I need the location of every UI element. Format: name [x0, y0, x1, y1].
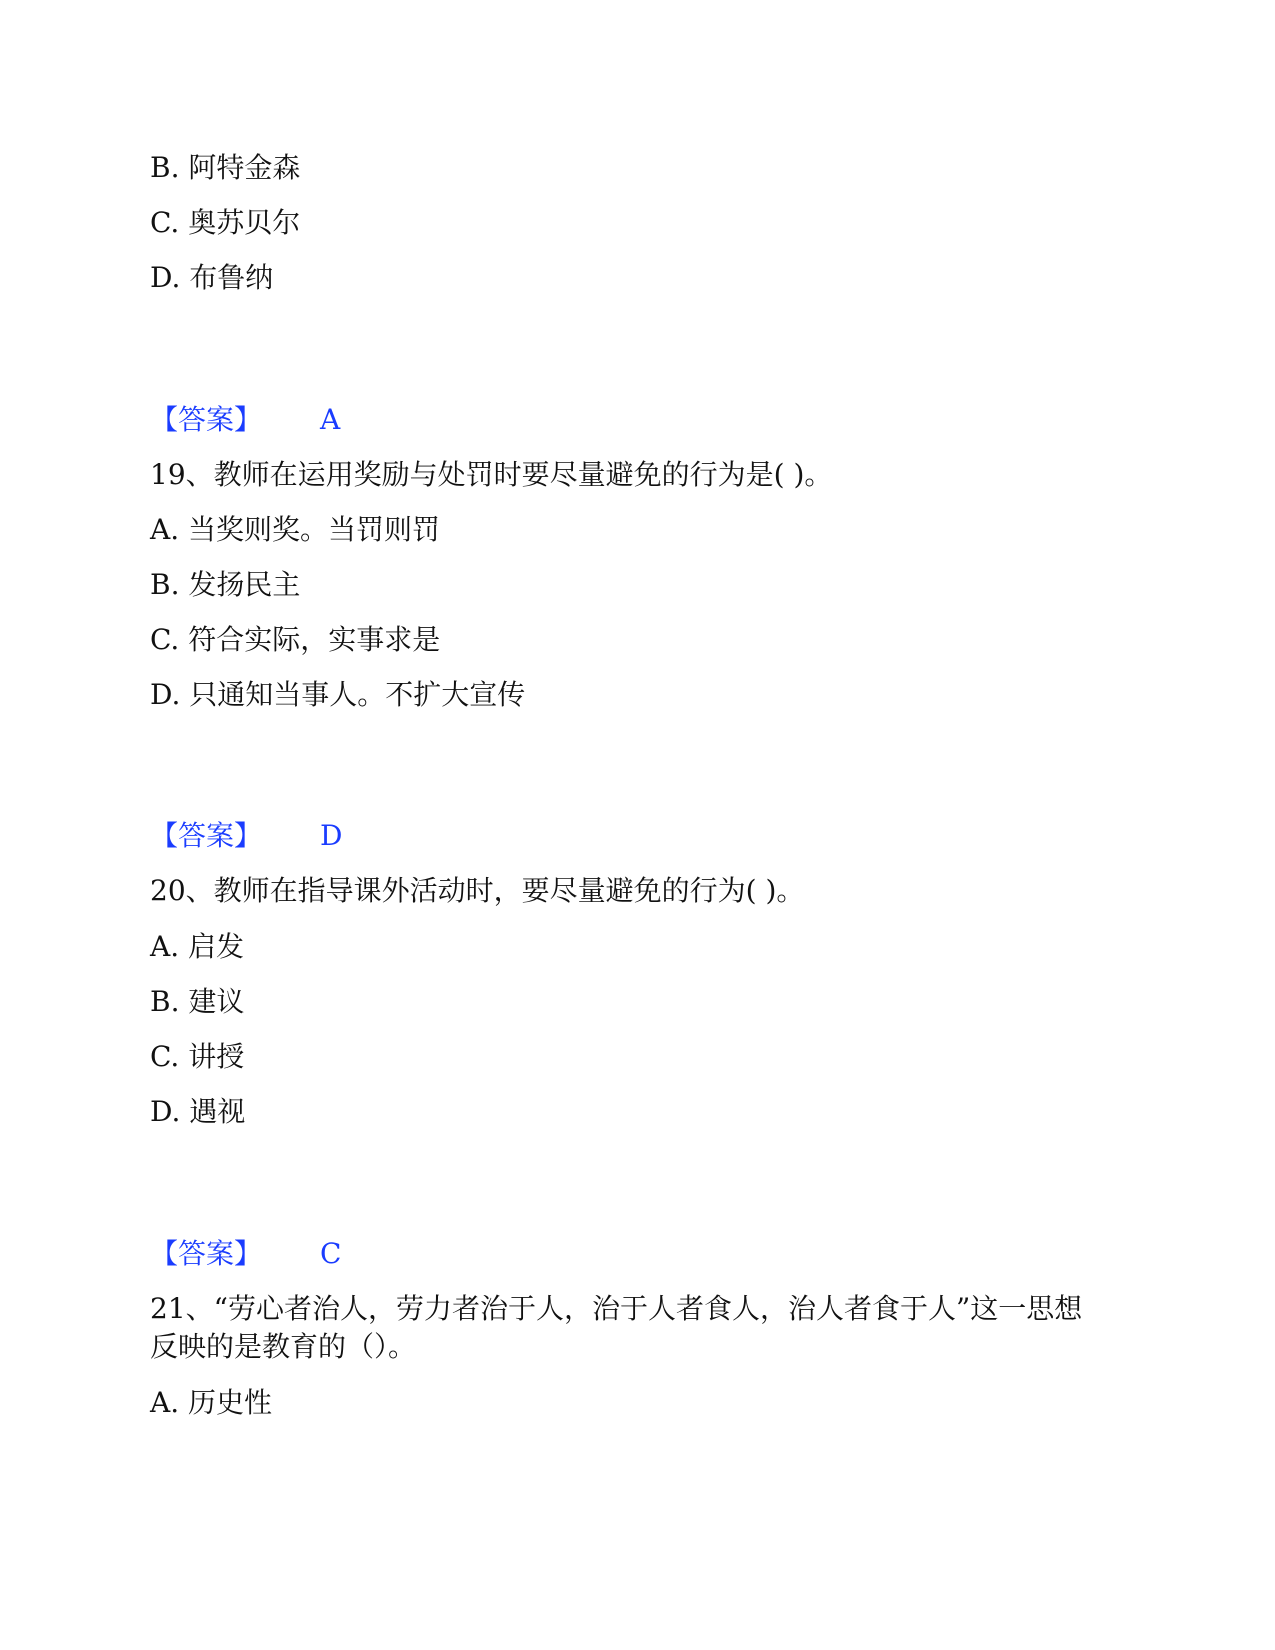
question-stem-line-1: 21、“劳心者治人，劳力者治于人，治于人者食人，治人者食于人”这一思想 — [150, 1292, 1083, 1325]
question-stem: 19、教师在运用奖励与处罚时要尽量避免的行为是( )。 — [150, 458, 833, 491]
answer-value: C — [320, 1237, 342, 1270]
option-d: D. 只通知当事人。不扩大宣传 — [150, 678, 526, 711]
option-b: B. 建议 — [150, 985, 245, 1018]
option-a: A. 历史性 — [150, 1386, 273, 1419]
answer-label: 【答案】 — [150, 1237, 263, 1270]
answer-line — [150, 1236, 341, 1272]
answer-value: A — [320, 403, 341, 436]
question-stem-line-2: 反映的是教育的（）。 — [150, 1330, 417, 1363]
option-a: A. 启发 — [150, 930, 245, 963]
option-d: D. 遇视 — [150, 1095, 246, 1128]
option-c: C. 奥苏贝尔 — [150, 206, 301, 239]
option-a: A. 当奖则奖。当罚则罚 — [150, 513, 441, 546]
option-b: B. 发扬民主 — [150, 568, 301, 601]
option-c: C. 讲授 — [150, 1040, 245, 1073]
option-d: D. 布鲁纳 — [150, 261, 274, 294]
option-b: B. 阿特金森 — [150, 151, 301, 184]
answer-line — [150, 818, 342, 854]
question-stem: 20、教师在指导课外活动时，要尽量避免的行为( )。 — [150, 874, 805, 907]
option-c: C. 符合实际，实事求是 — [150, 623, 441, 656]
answer-line — [150, 402, 340, 438]
answer-label: 【答案】 — [150, 403, 263, 436]
answer-label: 【答案】 — [150, 819, 263, 852]
answer-value: D — [320, 819, 343, 852]
